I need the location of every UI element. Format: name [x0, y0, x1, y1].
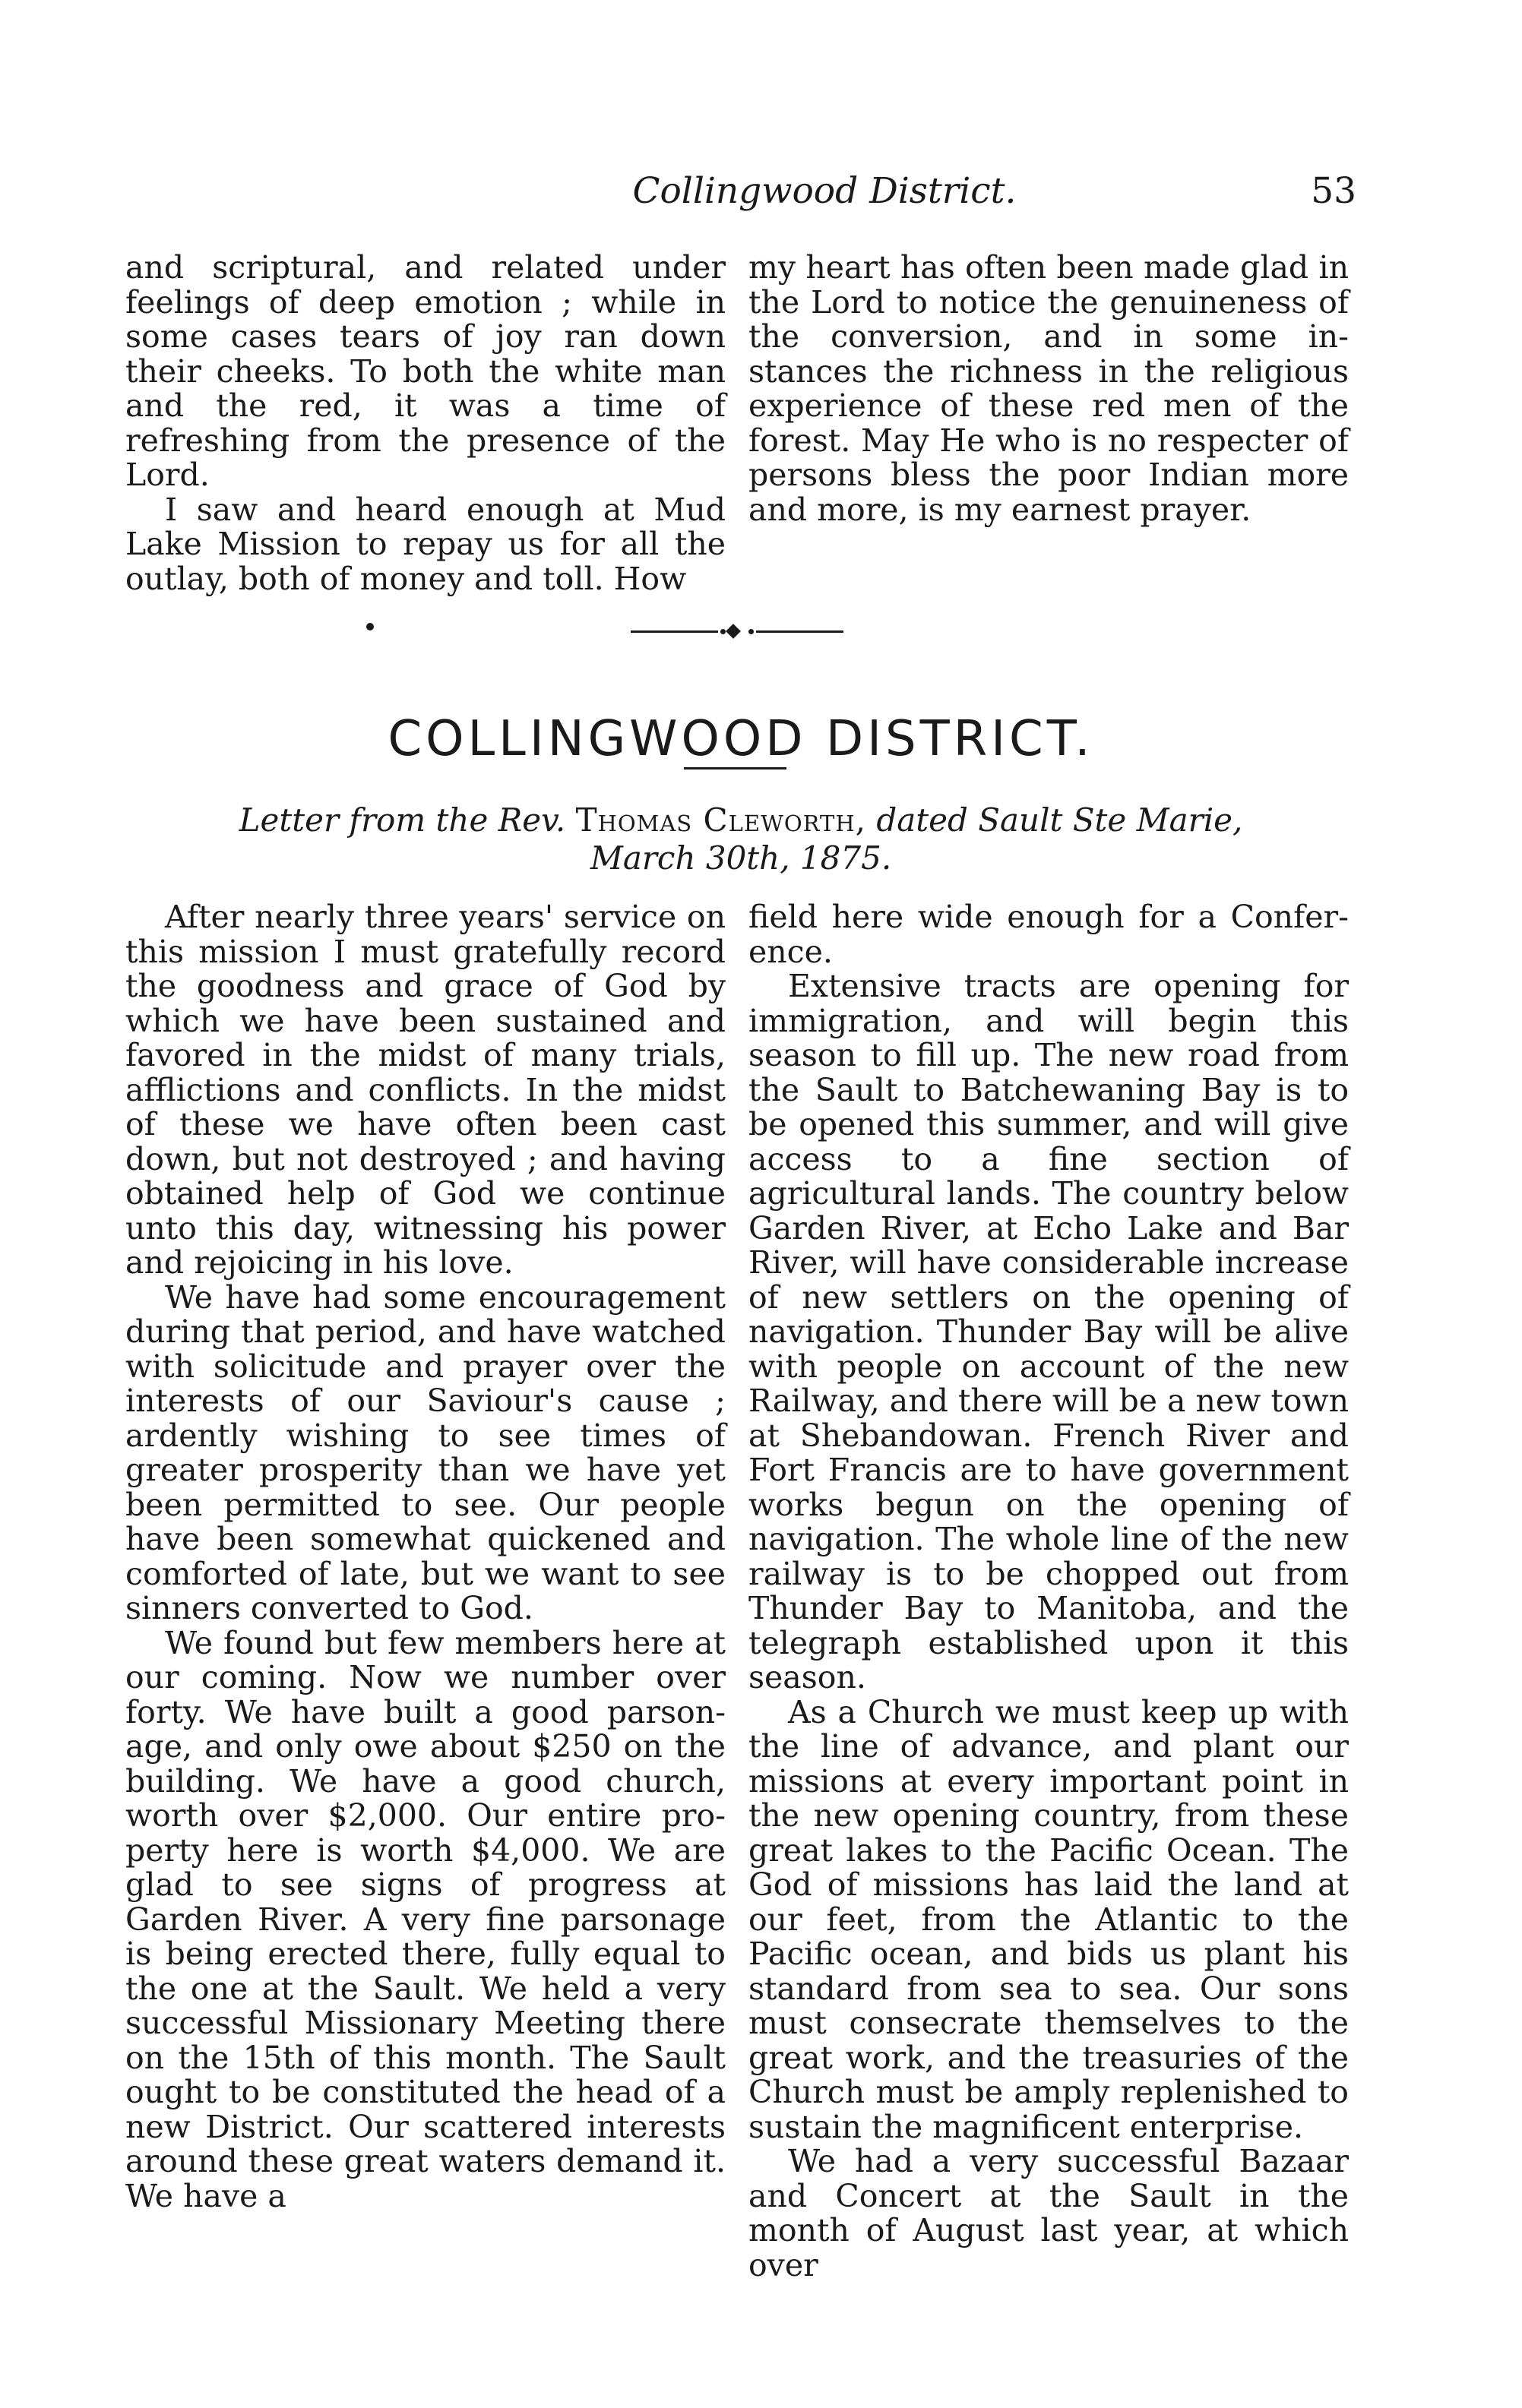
- byline-date: March 30th, 1875.: [590, 839, 892, 877]
- paragraph: After nearly three years' service on this mission I must gratefully record the goodness and grace of God by which we have been sustained and favored in the midst of many trials, afflictions and conflicts. In the midst of these we have often been cast down, but not destroyed ; and having obtained help of God we continue unto this day, witnessing his power and rejoicing in his love.: [125, 899, 726, 1281]
- byline-line-1: [125, 801, 1356, 839]
- stray-dot: [366, 623, 374, 630]
- bottom-right-column: [748, 900, 1349, 2283]
- bottom-left-column: [125, 900, 726, 2214]
- ornament-dot: [720, 629, 726, 634]
- letter-byline: [125, 801, 1356, 877]
- ornament-line: [631, 630, 718, 633]
- paragraph: We had a very successful Bazaar and Concert at the Sault in the month of August last year, at which over: [748, 2143, 1349, 2283]
- paragraph: We found but few members here at our coming. Now we number over forty. We have built a good parsonage, and only owe about $250 on the building. We have a good church, worth over $2,000. Our entire property here is worth $4,000. We are glad to see signs of progress at Garden River. A very fine parsonage is being erected there, fully equal to the one at the Sault. We held a very successful Missionary Meeting there on the 15th of this month. The Sault ought to be constituted the head of a new District. Our scattered interests around these great waters demand it. We have a: [125, 1624, 726, 2214]
- ornament-diamond: [726, 624, 741, 639]
- paragraph: Extensive tracts are opening for immigration, and will begin this season to fill up. The new road from the Sault to Batchewaning Bay is to be opened this summer, and will give access to a fine section of agricultural lands. The country below Garden River, at Echo Lake and Bar River, will have considerable increase of new settlers on the opening of navigation. Thunder Bay will be alive with people on account of the new Railway, and there will be a new town at Shebandowan. French River and Fort Francis are to have government works begun on the opening of navigation. The whole line of the new railway is to be chopped out from Thunder Bay to Manitoba, and the telegraph established upon it this season.: [748, 968, 1349, 1695]
- paragraph: We have had some encouragement during that period, and have watched with solicitude and prayer over the interests of our Saviour's cause ; ardently wishing to see times of greater prosperity than we have yet been permitted to see. Our people have been somewhat quickened and comforted of late, but we want to see sinners converted to God.: [125, 1278, 726, 1626]
- title-rule: [684, 767, 786, 769]
- top-right-column: [748, 251, 1349, 527]
- paragraph: and scriptural, and related under feelings of deep emotion ; while in some cases tears of joy ran down their cheeks. To both the white man and the red, it was a time of refreshing from the presence of the Lord.: [125, 249, 726, 493]
- running-head: Collingwood District.: [632, 170, 1017, 212]
- paragraph: As a Church we must keep up with the line of advance, and plant our missions at every important point in the new opening country, from these great lakes to the Pacific Ocean. The God of missions has laid the land at our feet, from the Atlantic to the Pacific ocean, and bids us plant his standard from sea to sea. Our sons must consecrate themselves to the great work, and the treasuries of the Church must be amply replenished to sustain the magnificent enterprise.: [748, 1693, 1349, 2145]
- section-title: COLLINGWOOD DISTRICT.: [388, 710, 1094, 767]
- ornament-line: [756, 630, 843, 633]
- paragraph: my heart has often been made glad in the Lord to notice the genuineness of the conversion, and in some instances the richness in the religious experience of these red men of the forest. May He who is no respecter of persons bless the poor Indian more and more, is my earnest prayer.: [748, 249, 1349, 528]
- section-ornament: [631, 624, 843, 640]
- top-left-column: [125, 251, 726, 596]
- page-number: 53: [1311, 170, 1356, 212]
- paragraph: I saw and heard enough at Mud Lake Mission to repay us for all the outlay, both of money and toll. How: [125, 491, 726, 597]
- byline-intro: Letter from the Rev.: [239, 801, 576, 839]
- byline-place: dated Sault Ste Marie,: [865, 801, 1243, 839]
- byline-author: Thomas Cleworth,: [575, 801, 866, 839]
- paragraph: field here wide enough for a Conference.: [748, 899, 1349, 970]
- ornament-dot: [748, 629, 754, 634]
- page-header: [125, 169, 1356, 222]
